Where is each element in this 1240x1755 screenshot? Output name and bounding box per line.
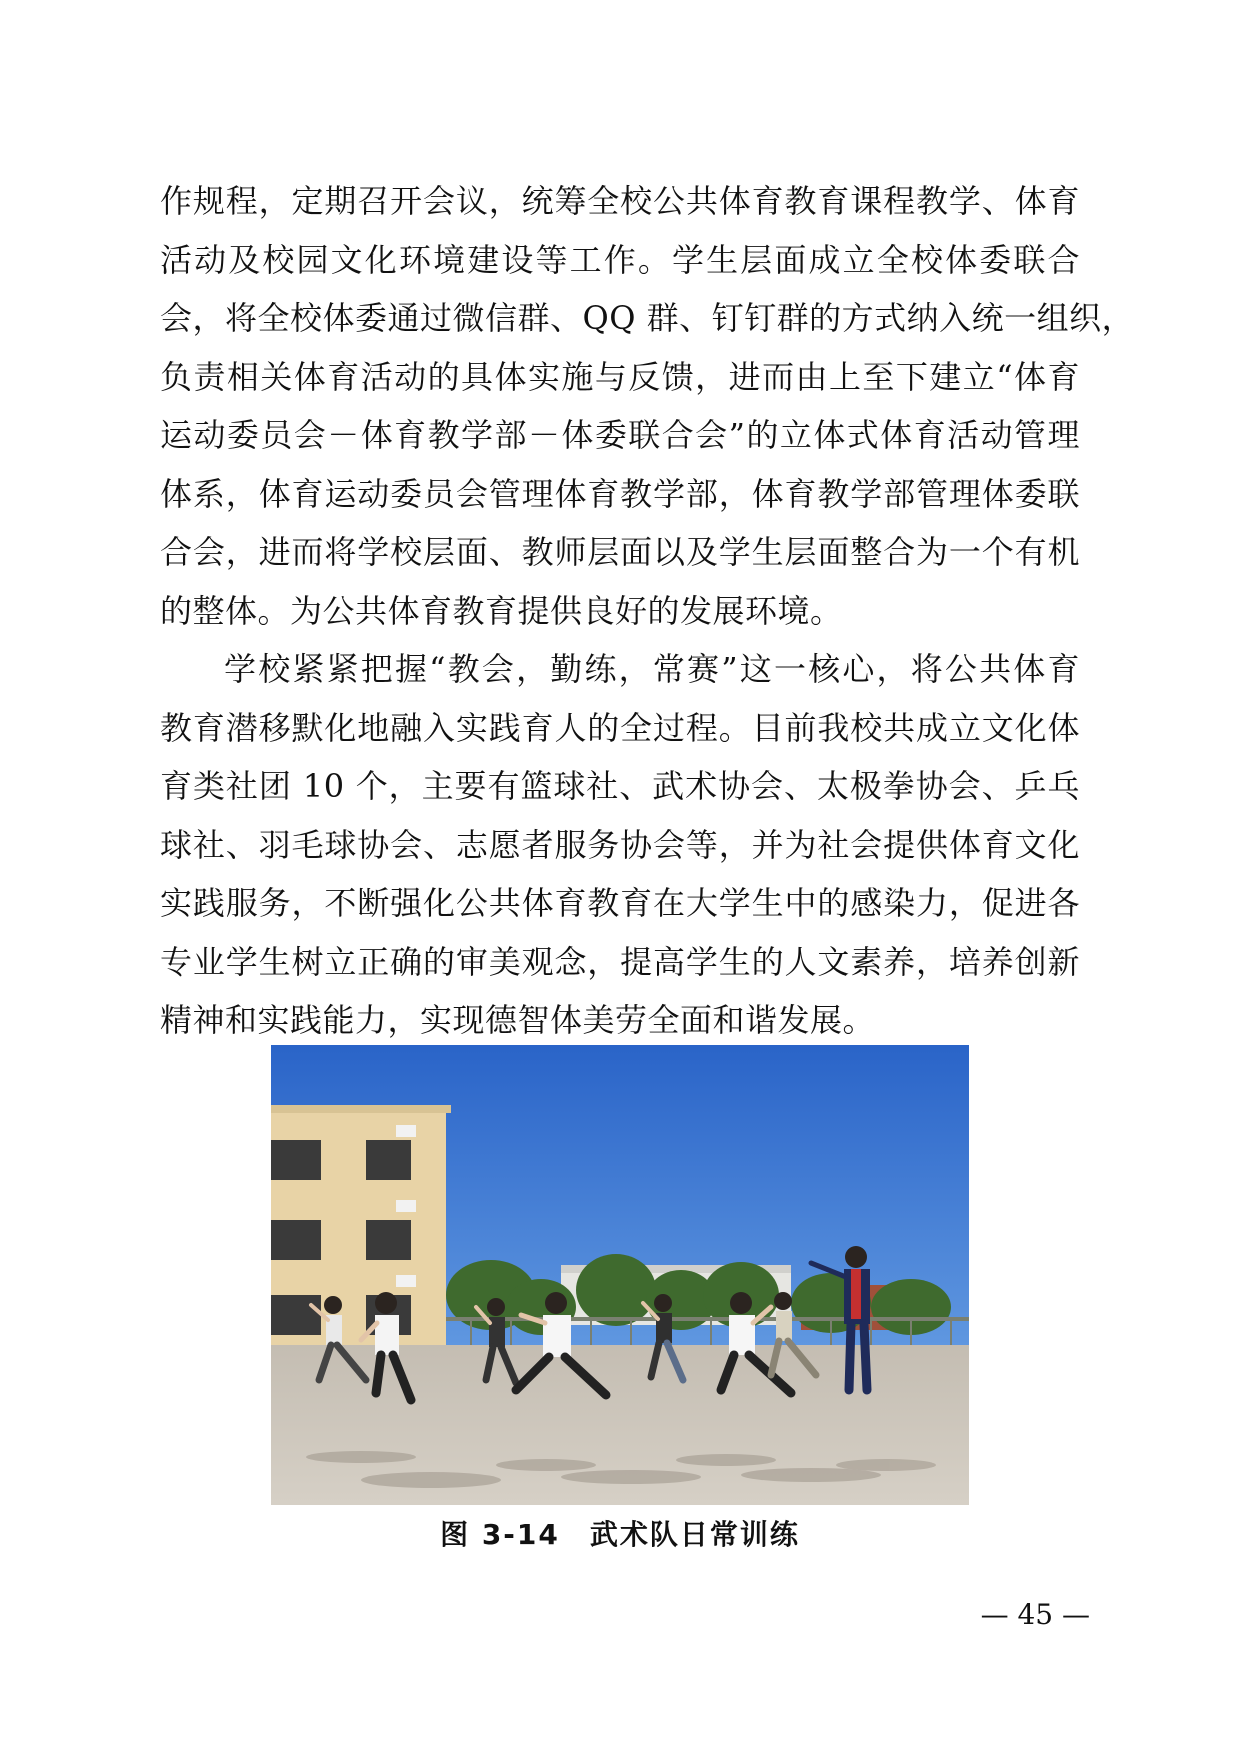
figure-caption: 图 3-14 武术队日常训练 — [440, 1518, 800, 1551]
text-line: 学校紧紧把握“教会，勤练，常赛”这一核心，将公共体育 — [224, 650, 1080, 688]
text-line: 会，将全校体委通过微信群、QQ 群、钉钉群的方式纳入统一组织， — [160, 299, 1135, 337]
text-line: 精神和实践能力，实现德智体美劳全面和谐发展。 — [160, 1001, 876, 1039]
text-line: 负责相关体育活动的具体实施与反馈，进而由上至下建立“体育 — [160, 357, 1080, 396]
text-line: 实践服务，不断强化公共体育教育在大学生中的感染力，促进各 — [160, 884, 1080, 922]
paragraph-1 — [160, 172, 1135, 640]
text-line: 作规程，定期召开会议，统筹全校公共体育教育课程教学、体育 — [160, 182, 1080, 220]
body-text — [160, 172, 1135, 1050]
text-line: 体系，体育运动委员会管理体育教学部，体育教学部管理体委联 — [160, 474, 1080, 513]
text-line: 运动委员会－体育教学部－体委联合会”的立体式体育活动管理 — [160, 416, 1080, 454]
paragraph-2 — [160, 640, 1080, 1050]
text-line: 活动及校园文化环境建设等工作。学生层面成立全校体委联合 — [160, 240, 1080, 279]
page-number: — 45 — — [980, 1598, 1090, 1631]
martial-arts-training-photo — [271, 1045, 969, 1505]
text-line: 球社、羽毛球协会、志愿者服务协会等，并为社会提供体育文化 — [160, 825, 1080, 864]
text-line: 专业学生树立正确的审美观念，提高学生的人文素养，培养创新 — [160, 942, 1080, 981]
text-line: 育类社团 10 个，主要有篮球社、武术协会、太极拳协会、乒乓 — [160, 767, 1080, 805]
text-line: 的整体。为公共体育教育提供良好的发展环境。 — [160, 591, 843, 630]
text-line: 教育潜移默化地融入实践育人的全过程。目前我校共成立文化体 — [160, 708, 1080, 747]
text-line: 合会，进而将学校层面、教师层面以及学生层面整合为一个有机 — [160, 533, 1080, 571]
